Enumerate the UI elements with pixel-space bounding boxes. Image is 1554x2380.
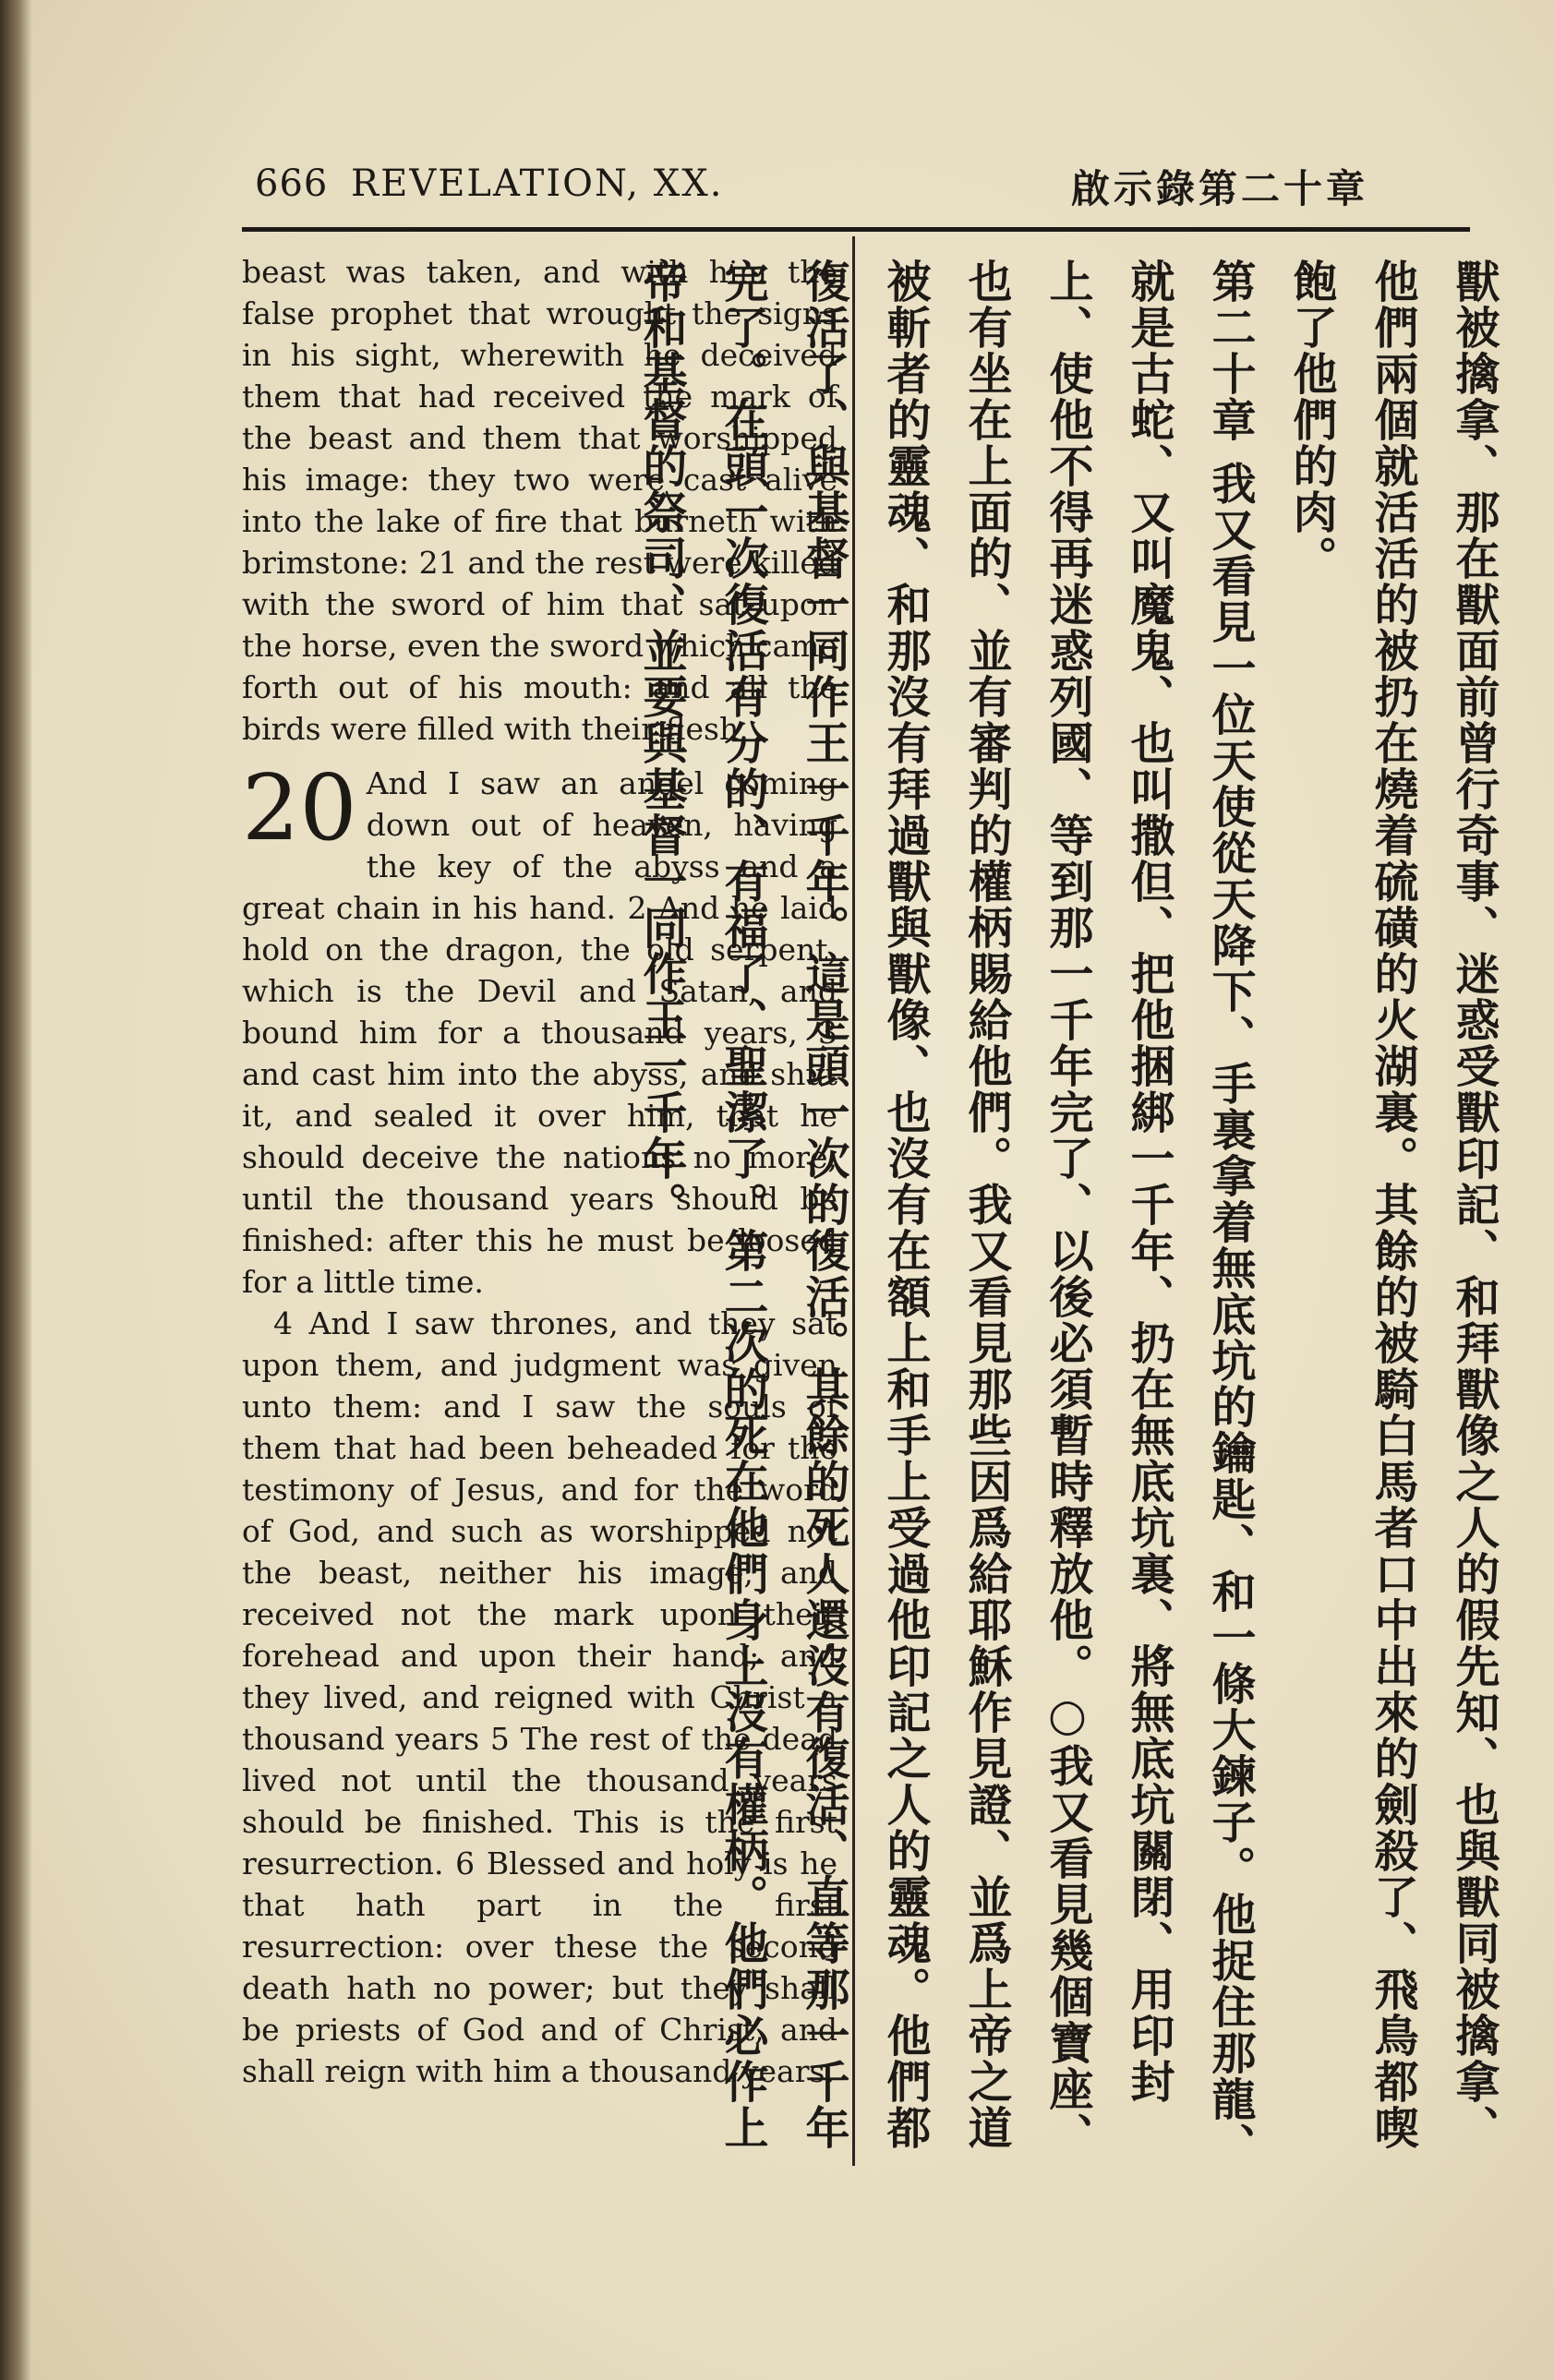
english-paragraph-1: beast was taken, and with him the false prophet that wrought the signs in his sight, wherewith he deceived them that had received the mark of the beast and them that worshipped his image: they two were cast alive into the lake of fire that burneth with brimstone: 21 and the rest were killed with the sword of him that sat upon the horse, even the sword which came forth out of his mouth: and all the birds were filled with their flesh. — [242, 254, 837, 747]
header-rule — [242, 227, 1470, 232]
chapter-number: 20 — [242, 756, 357, 861]
english-paragraph-2-text: And I saw an angel coming down out of heaven, having the key of the abyss and a great chain in his hand. 2 And he laid hold on the dragon, the old serpent, which is the Devil and Satan, and bound him for a thousand years, 3 and cast him into the abyss, and shut it, and sealed it over him, that he should deceive the nations no more, until the thousand years should be finished: after this he must be loosed for a little time. — [242, 765, 837, 1300]
english-paragraph-3: 4 And I saw thrones, and they sat upon them, and judgment was given unto them: and I saw the souls of them that had been beheaded for the testimony of Jesus, and for the word of God, and such as worshipped not the beast, neither his image, and received not the mark upon their forehead and upon their hand; and they lived, and reigned with Christ a thousand years 5 The rest of the dead lived not until the thousand years should be finished. This is the first resurrection. 6 Blessed and holy is he that hath part in the first resurrection: over these the second death hath no power; but they shall be priests of God and of Christ, and shall reign with him a thousand years. — [242, 1305, 837, 2089]
chinese-paragraph-1: 獸被擒拿、那在獸面前曾行奇事、迷惑受獸印記、和拜獸像之人的假先知、也與獸同被擒拿、他們兩個就活活的被扔在燒着硫磺的火湖裏。其餘的被騎白馬者口中出來的劍殺了、飛鳥都喫飽了他們的肉。 — [1285, 258, 1500, 2151]
book-spine-shadow — [0, 0, 31, 2380]
chinese-paragraph-2: 第二十章 我又看見一位天使從天降下、手裏拿着無底坑的鑰匙、和一條大鍊子。他捉住那龍、就是古蛇、又叫魔鬼、也叫撒但、把他捆綁一千年、扔在無底坑裏、將無底坑關閉、用印封上、使他不得再迷惑列國、等到那一千年完了、以後必須暫時釋放他。○我又看見幾個寶座、也有坐在上面的、並有審判的權柄賜給他們。我又看見那些因爲給耶穌作見證、並爲上帝之道被斬者的靈魂、和那沒有拜過獸與獸像、也沒有在額上和手上受過他印記之人的靈魂。他們都復活了、與基督一同作王一千年。這是頭一次的復活。其餘的死人還沒有復活、直等那一千年完了。在頭一次復活有分的、有福了、聖潔了。第二次的死在他們身上沒有權柄。他們必作上帝和基督的祭司、並要與基督一同作王一千年。 — [635, 258, 1256, 2169]
page-header — [242, 159, 1368, 214]
page-number: 666 — [255, 162, 329, 205]
running-title: REVELATION, XX. — [351, 162, 724, 205]
chinese-column — [635, 258, 1514, 2179]
chinese-running-title: 啟示錄第二十章 — [1070, 166, 1368, 211]
